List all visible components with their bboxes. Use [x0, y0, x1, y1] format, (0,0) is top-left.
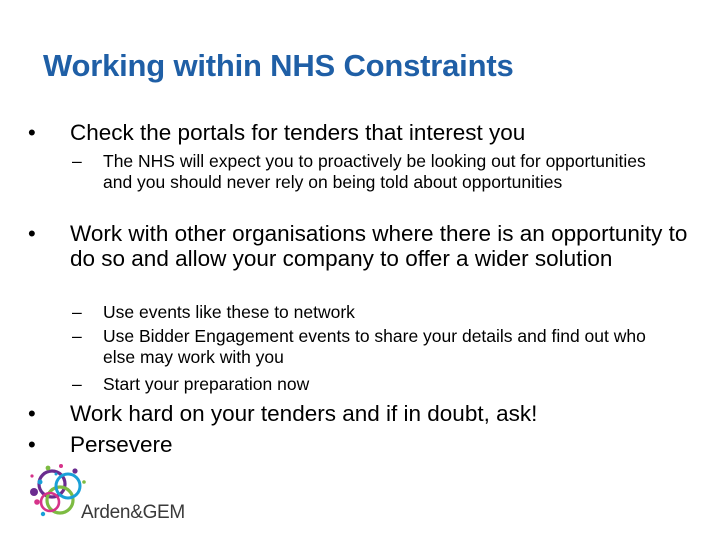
bullet-item-collaborate [28, 221, 688, 271]
logo-dot [72, 468, 77, 473]
dash-marker: – [72, 374, 82, 394]
bullet-item-persevere [28, 432, 688, 457]
sub-item-expectation [72, 151, 672, 193]
sub-item-preparation [72, 374, 672, 395]
logo-wordmark: Arden&GEM [81, 502, 185, 523]
dash-marker: – [72, 302, 82, 322]
bullet-item-portals [28, 120, 688, 145]
bullet-item-work-hard [28, 401, 688, 426]
slide-title: Working within NHS Constraints [43, 48, 514, 83]
logo-dot [59, 464, 63, 468]
bullet-text: Work with other organisations where there is an opportunity to do so and allow your company to offer a wider solution [70, 221, 688, 271]
logo-dot [30, 474, 33, 477]
sub-item-bidder-engagement [72, 326, 672, 368]
bullet-marker: • [28, 401, 36, 426]
logo-dot [34, 499, 40, 505]
sub-item-text: Use Bidder Engagement events to share your details and find out who else may work with you [103, 326, 646, 367]
bullet-text: Work hard on your tenders and if in doubt, ask! [70, 401, 538, 426]
bullet-text: Persevere [70, 432, 173, 457]
dash-marker: – [72, 151, 82, 171]
bullet-marker: • [28, 120, 36, 145]
bullet-marker: • [28, 221, 36, 246]
dash-marker: – [72, 326, 82, 346]
logo-dot [41, 512, 45, 516]
bullet-marker: • [28, 432, 36, 457]
sub-item-text: Start your preparation now [103, 374, 310, 394]
logo-dot [46, 466, 51, 471]
sub-item-text: Use events like these to network [103, 302, 355, 322]
logo-dot [82, 480, 86, 484]
logo-dot [55, 473, 58, 476]
sub-item-text: The NHS will expect you to proactively be looking out for opportunities and you should never rely on being told about opportunities [103, 151, 646, 192]
logo-dot [30, 488, 38, 496]
bullet-text: Check the portals for tenders that interest you [70, 120, 526, 145]
logo-dot [38, 480, 43, 485]
sub-item-network [72, 302, 672, 323]
